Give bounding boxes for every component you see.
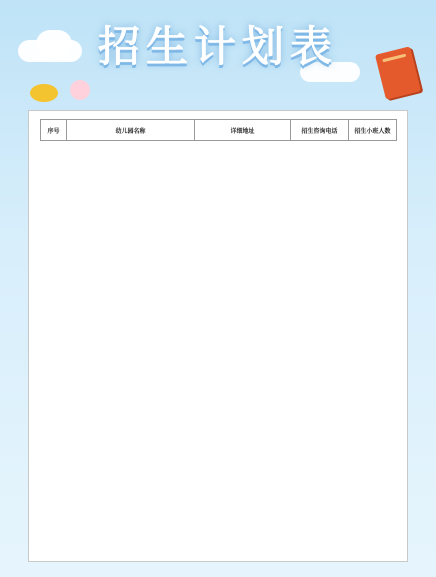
enrollment-table	[40, 119, 397, 141]
table-header-row	[41, 120, 397, 141]
header-name: 幼儿园名称	[67, 120, 195, 141]
critter-icon	[70, 80, 90, 100]
enrollment-sheet	[28, 110, 408, 562]
header-capacity: 招生小班人数	[349, 120, 397, 141]
header-address: 详细地址	[195, 120, 291, 141]
page-title: 招生计划表	[97, 22, 338, 71]
header-phone: 招生咨询电话	[291, 120, 349, 141]
header-index: 序号	[41, 120, 67, 141]
critter-icon	[30, 84, 58, 102]
banner	[0, 0, 436, 110]
